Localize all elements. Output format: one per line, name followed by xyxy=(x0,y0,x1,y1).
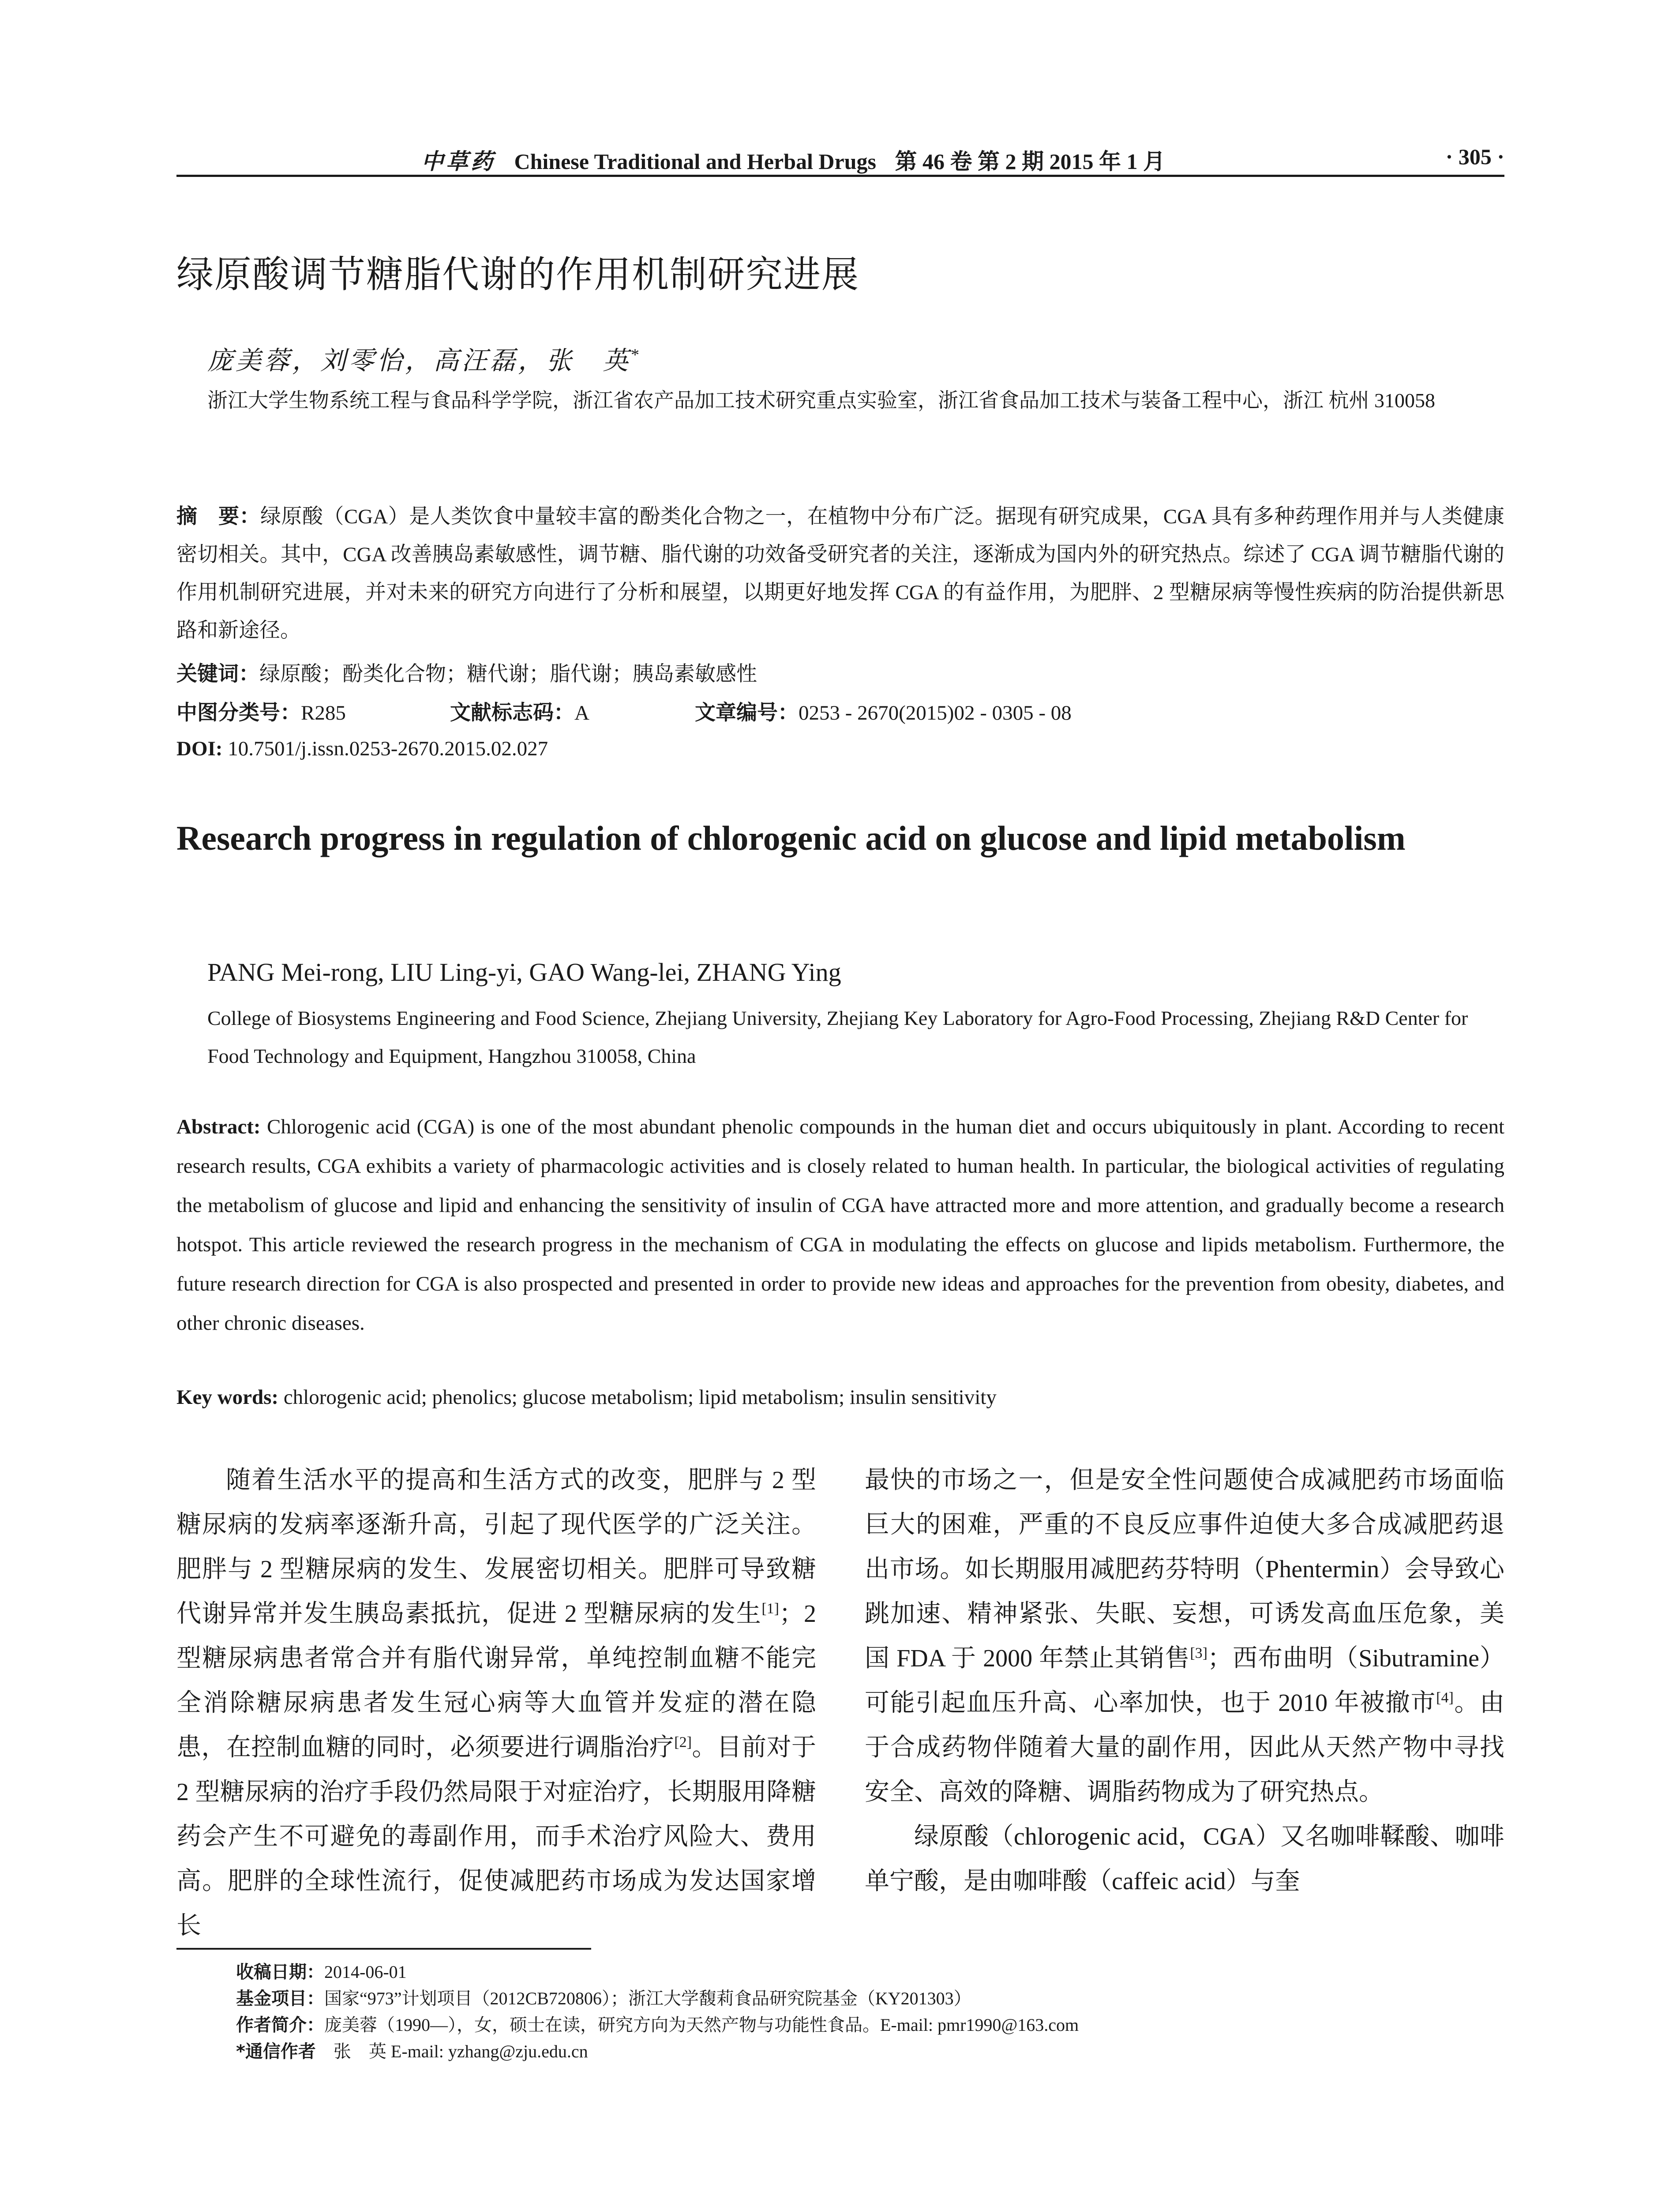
journal-issue: 第 46 卷 第 2 期 2015 年 1 月 xyxy=(895,149,1165,174)
body-text: 。由于合成药物伴随着大量的副作用，因此从天然产物中寻找安全、高效的降糖、调脂药物成为了研究热点。 xyxy=(865,1689,1505,1806)
abstract-en-label: Abstract: xyxy=(176,1115,261,1138)
body-paragraph: 绿原酸（chlorogenic acid，CGA）又名咖啡鞣酸、咖啡单宁酸，是由咖啡酸（caffeic acid）与奎 xyxy=(865,1823,1504,1895)
affiliation-en: College of Biosystems Engineering and Food Science, Zhejiang University, Zhejiang Key Laboratory for Agro-Food Processing, Zhejiang R&D Center for Food Technology and Equipment, Hangzhou 310058, China xyxy=(207,1007,1468,1067)
footnotes xyxy=(236,1959,1504,2065)
footnote-corresponding xyxy=(236,2038,1504,2065)
bio-label: 作者简介： xyxy=(236,2015,324,2035)
header-divider xyxy=(176,175,1504,177)
article-no-label: 文章编号： xyxy=(695,701,799,725)
authors-en: PANG Mei-rong, LIU Ling-yi, GAO Wang-lei, ZHANG Ying xyxy=(207,958,841,987)
body-text: 最快的市场之一，但是安全性问题使合成减肥药市场面临巨大的困难，严重的不良反应事件迫使大多合成减肥药退出市场。如长期服用减肥药芬特明（Phentermin）会导致心跳加速、精神紧张、失眠、妄想，可诱发高血压危象，美国 FDA 于 2000 年禁止其销售 xyxy=(865,1467,1504,1672)
keywords-cn xyxy=(176,657,1504,687)
clc-code xyxy=(176,696,346,726)
authors-cn-names: 庞美蓉，刘零怡，高汪磊，张 英 xyxy=(207,346,631,375)
corresponding-mark: * xyxy=(631,345,642,364)
abstract-cn-label: 摘 要： xyxy=(176,504,260,529)
doc-code-label: 文献标志码： xyxy=(450,701,574,725)
abstract-en-text: Chlorogenic acid (CGA) is one of the most abundant phenolic compounds in the human diet and occurs ubiquitously in plant. According to recent research results, CGA exhibits a variety of pharmacologic activities and is closely related to human health. In particular, the biological activities of regulating the metabolism of glucose and lipid and enhancing the sensitivity of insulin of CGA have attracted more and more attention, and gradually become a research hotspot. This article reviewed the research progress in the mechanism of CGA in modulating the effects on glucose and lipids metabolism. Furthermore, the future research direction for CGA is also prospected and presented in order to provide new ideas and approaches for the prevention from obesity, diabetes, and other chronic diseases. xyxy=(176,1115,1504,1335)
citation-ref-1: [1] xyxy=(761,1600,779,1617)
corresponding-value: 张 英 E-mail: yzhang@zju.edu.cn xyxy=(333,2041,588,2061)
keywords-cn-text: 绿原酸；酚类化合物；糖代谢；脂代谢；胰岛素敏感性 xyxy=(259,663,757,686)
clc-value: R285 xyxy=(301,702,346,724)
corresponding-label: *通信作者 xyxy=(236,2041,316,2062)
article-title-en: Research progress in regulation of chlorogenic acid on glucose and lipid metabolism xyxy=(176,819,1406,857)
article-number xyxy=(695,696,1072,726)
keywords-en-text: chlorogenic acid; phenolics; glucose metabolism; lipid metabolism; insulin sensitivity xyxy=(283,1386,997,1409)
body-text: ；2 型糖尿病患者常合并有脂代谢异常，单纯控制血糖不能完全消除糖尿病患者发生冠心病等大血管并发症的潜在隐患，在控制血糖的同时，必须要进行调脂治疗 xyxy=(176,1600,816,1761)
affiliation-cn: 浙江大学生物系统工程与食品科学学院，浙江省农产品加工技术研究重点实验室，浙江省食品加工技术与装备工程中心，浙江 杭州 310058 xyxy=(207,389,1435,412)
body-text: 。目前对于 2 型糖尿病的治疗手段仍然局限于对症治疗，长期服用降糖药会产生不可避免的毒副作用，而手术治疗风险大、费用高。肥胖的全球性流行，促使减肥药市场成为发达国家增长 xyxy=(176,1734,817,1940)
citation-ref-4: [4] xyxy=(1436,1689,1454,1706)
body-column-left xyxy=(176,1458,816,1948)
bio-value: 庞美蓉（1990—），女，硕士在读，研究方向为天然产物与功能性食品。E-mail: pmr1990@163.com xyxy=(324,2015,1079,2035)
footnote-received xyxy=(236,1959,1504,1985)
fund-value: 国家“973”计划项目（2012CB720806）；浙江大学馥莉食品研究院基金（KY201303） xyxy=(324,1988,971,2008)
keywords-en xyxy=(176,1385,1504,1409)
body-paragraph-continued xyxy=(865,1458,1504,1815)
running-header xyxy=(176,140,1504,180)
journal-name-cn: 中草药 xyxy=(421,149,495,174)
doi-label: DOI: xyxy=(176,737,223,760)
journal-name-en: Chinese Traditional and Herbal Drugs xyxy=(514,149,876,174)
header-journal-info xyxy=(421,144,1178,176)
keywords-cn-label: 关键词： xyxy=(176,662,259,686)
fund-label: 基金项目： xyxy=(236,1988,324,2009)
article-title-cn: 绿原酸调节糖脂代谢的作用机制研究进展 xyxy=(176,253,860,296)
doi xyxy=(176,737,548,761)
footnote-fund xyxy=(236,1985,1504,2012)
citation-ref-2: [2] xyxy=(674,1734,692,1751)
clc-label: 中图分类号： xyxy=(176,701,301,725)
footnote-author-bio xyxy=(236,2012,1504,2038)
document-code xyxy=(450,696,589,726)
body-text: ；西布曲明（Sibutramine）可能引起血压升高、心率加快，也于 2010 年被撤市 xyxy=(865,1645,1504,1717)
page-number: · 305 · xyxy=(1445,144,1504,169)
abstract-cn xyxy=(176,498,1504,649)
footnote-divider xyxy=(176,1948,591,1950)
authors-cn xyxy=(207,340,642,377)
body-paragraph xyxy=(176,1458,816,1948)
abstract-cn-text: 绿原酸（CGA）是人类饮食中量较丰富的酚类化合物之一，在植物中分布广泛。据现有研究成果，CGA 具有多种药理作用并与人类健康密切相关。其中，CGA 改善胰岛素敏感性，调节糖、脂代谢的功效备受研究者的关注，逐渐成为国内外的研究热点。综述了 CGA 调节糖脂代谢的作用机制研究进展，并对未来的研究方向进行了分析和展望，以期更好地发挥 CGA 的有益作用，为肥胖、2 型糖尿病等慢性疾病的防治提供新思路和新途径。 xyxy=(176,505,1505,642)
received-label: 收稿日期： xyxy=(236,1962,324,1982)
abstract-en xyxy=(176,1107,1504,1343)
body-text: 随着生活水平的提高和生活方式的改变，肥胖与 2 型糖尿病的发病率逐渐升高，引起了现代医学的广泛关注。肥胖与 2 型糖尿病的发生、发展密切相关。肥胖可导致糖代谢异常并发生胰岛素抵抗，促进 2 型糖尿病的发生 xyxy=(176,1467,816,1628)
article-no-value: 0253 - 2670(2015)02 - 0305 - 08 xyxy=(799,702,1072,724)
keywords-en-label: Key words: xyxy=(176,1386,279,1409)
doc-code-value: A xyxy=(574,702,589,724)
doi-value: 10.7501/j.issn.0253-2670.2015.02.027 xyxy=(228,737,548,760)
citation-ref-3: [3] xyxy=(1190,1645,1208,1662)
received-date: 2014-06-01 xyxy=(324,1962,407,1982)
body-column-right xyxy=(865,1458,1504,1904)
